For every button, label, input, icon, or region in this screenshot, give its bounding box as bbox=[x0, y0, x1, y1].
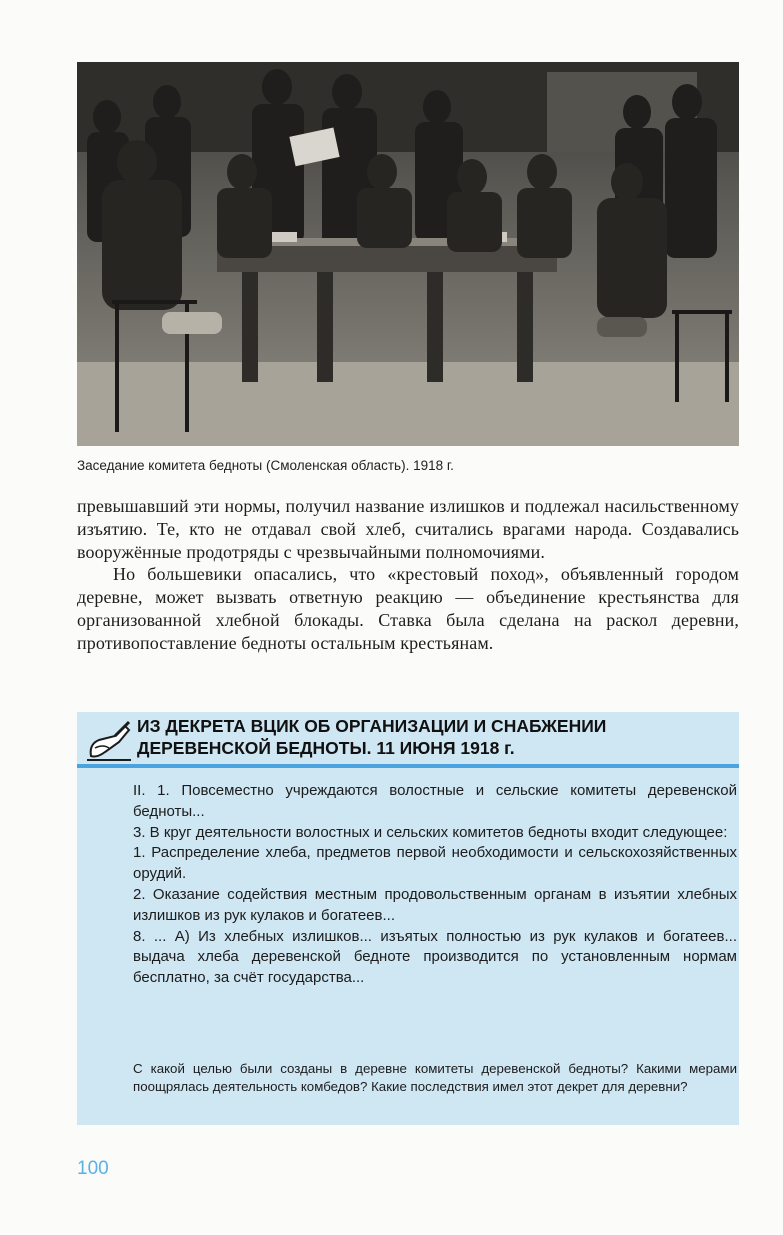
excerpt-body bbox=[133, 781, 737, 989]
page-number: 100 bbox=[77, 1158, 109, 1179]
excerpt-item: 1. Распределение хлеба, предметов первой необходимости и сельскохозяйственных орудий. bbox=[133, 844, 737, 883]
paragraph: превышавший эти нормы, получил название излишков и подлежал насильственному изъятию. Те, кто не отдавал свой хлеб, считались врагами народа. Создавались вооружённые продотряды с чрезвычайными полномочиями. bbox=[77, 496, 739, 562]
review-questions: С какой целью были созданы в деревне комитеты деревенской бедноты? Какими мерами поощрялась деятельность комбедов? Какие последствия имел этот декрет для деревни? bbox=[133, 1061, 737, 1095]
header-divider bbox=[77, 764, 739, 768]
document-excerpt-box bbox=[77, 712, 739, 1125]
paragraph: Но большевики опасались, что «крестовый поход», объявленный городом деревне, может вызвать ответную реакцию — объединение крестьянства для организованной хлебной блокады. Ставка была сделана на раскол деревни, противопоставление бедноты остальным крестьянам. bbox=[77, 564, 739, 653]
writing-hand-icon bbox=[85, 718, 133, 762]
excerpt-title-line: ИЗ ДЕКРЕТА ВЦИК ОБ ОРГАНИЗАЦИИ И СНАБЖЕНИИ bbox=[137, 716, 607, 736]
excerpt-item: 2. Оказание содействия местным продовольственным органам в изъятии хлебных излишков из рук кулаков и богатеев... bbox=[133, 885, 737, 924]
excerpt-item: 8. ... А) Из хлебных излишков... изъятых полностью из рук кулаков и богатеев... выдача хлеба деревенской бедноте производится по установленным нормам бесплатно, за счёт государства... bbox=[133, 927, 737, 987]
excerpt-header bbox=[77, 712, 739, 767]
photo-icon bbox=[77, 62, 739, 446]
excerpt-item: II. 1. Повсеместно учреждаются волостные и сельские комитеты деревенской бедноты... bbox=[133, 782, 737, 820]
excerpt-item: 3. В круг деятельности волостных и сельских комитетов бедноты входит следующее: bbox=[133, 823, 728, 841]
historical-photo bbox=[77, 62, 739, 446]
main-text bbox=[77, 495, 739, 655]
excerpt-title bbox=[137, 715, 737, 759]
excerpt-title-line: ДЕРЕВЕНСКОЙ БЕДНОТЫ. 11 ИЮНЯ 1918 г. bbox=[137, 738, 515, 758]
photo-caption: Заседание комитета бедноты (Смоленская область). 1918 г. bbox=[77, 458, 454, 473]
